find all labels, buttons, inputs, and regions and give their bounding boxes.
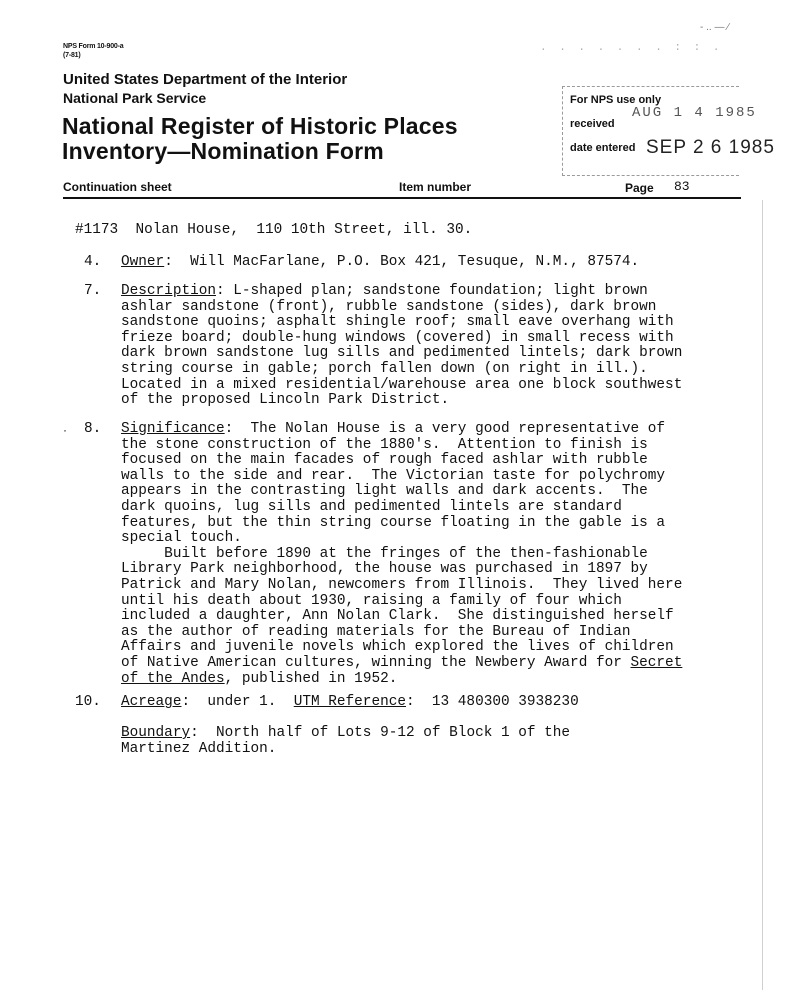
page-number: 83 [674, 179, 690, 194]
corner-mark: - .. — ∕ [700, 22, 729, 33]
faded-stamp: . . . . . . . : : . [540, 42, 723, 54]
boundary-second-line: Martinez Addition. [121, 740, 277, 757]
form-number-text: NPS Form 10-900-a [63, 43, 124, 50]
owner-label: Owner [121, 254, 165, 270]
significance-line: focused on the main facades of rough faced ashlar with rubble [121, 452, 648, 469]
significance-line: of Native American cultures, winning the Newbery Award for [121, 654, 631, 671]
significance-last-text: , published in 1952. [224, 670, 398, 687]
received-date-stamp: AUG 1 4 1985 [632, 105, 757, 121]
description-line: frieze board; double-hung windows (covered) in small recess with [121, 329, 674, 346]
date-entered-label: date entered [570, 142, 636, 154]
boundary-label: Boundary [121, 725, 191, 741]
acreage-line [121, 695, 579, 711]
boundary-block [121, 726, 570, 757]
significance-number: 8. [84, 421, 102, 437]
significance-block [121, 422, 682, 687]
significance-line: walls to the side and rear. The Victorian taste for polychromy [121, 467, 666, 484]
significance-line: Library Park neighborhood, the house was purchased in 1897 by [121, 561, 648, 578]
agency-name: National Park Service [63, 90, 207, 106]
description-first-text: : L-shaped plan; sandstone foundation; light brown [216, 283, 648, 299]
form-title-line2: Inventory—Nomination Form [62, 138, 384, 164]
description-line: sandstone quoins; asphalt shingle roof; small eave overhang with [121, 314, 674, 331]
significance-line: features, but the thin string course floating in the gable is a [121, 514, 666, 531]
significance-line: included a daughter, Ann Nolan Clark. She distinguished herself [121, 608, 674, 625]
significance-line: dark quoins, lug sills and pedimented lintels are standard [121, 498, 622, 515]
continuation-sheet-label: Continuation sheet [63, 180, 172, 194]
page-label: Page [625, 181, 654, 195]
acreage-text: : under 1. [181, 694, 294, 710]
nps-use-label: For NPS use only [570, 94, 662, 106]
description-line: ashlar sandstone (front), rubble sandstone (sides), dark brown [121, 298, 657, 315]
boundary-first-text: : North half of Lots 9-12 of Block 1 of the [190, 725, 571, 741]
description-line: Located in a mixed residential/warehouse area one block southwest [121, 376, 683, 393]
significance-line: until his death about 1930, raising a family of four which [121, 592, 622, 609]
form-title-line1: National Register of Historic Places [62, 113, 458, 139]
owner-line [121, 255, 639, 271]
description-block [121, 284, 682, 409]
scan-edge-line [762, 200, 763, 990]
department-name: United States Department of the Interior [63, 71, 348, 88]
owner-number: 4. [84, 254, 102, 270]
description-line: string course in gable; porch fallen down (on right in ill.). [121, 360, 648, 377]
significance-label: Significance [121, 421, 225, 437]
significance-line: Affairs and juvenile novels which explored the lives of children [121, 639, 674, 656]
date-entered-stamp: SEP 2 6 1985 [646, 137, 775, 158]
utm-label: UTM Reference [293, 694, 406, 710]
received-label: received [570, 118, 615, 130]
book-title-part2: of the Andes [121, 670, 225, 687]
acreage-label: Acreage [121, 694, 182, 710]
significance-first-text: : The Nolan House is a very good representative of [224, 421, 666, 437]
item-number-label: Item number [399, 180, 472, 194]
book-title-part1: Secret [630, 654, 683, 671]
significance-line: Patrick and Mary Nolan, newcomers from Illinois. They lived here [121, 576, 683, 593]
owner-text: : Will MacFarlane, P.O. Box 421, Tesuque, N.M., 87574. [164, 254, 640, 270]
description-label: Description [121, 283, 216, 299]
header-rule [63, 197, 741, 199]
entry-heading: #1173 Nolan House, 110 10th Street, ill. 30. [75, 222, 473, 238]
form-revision-text: (7-81) [63, 52, 81, 59]
description-line: dark brown sandstone lug sills and pedimented lintels; dark brown [121, 345, 683, 362]
description-number: 7. [84, 283, 102, 299]
acreage-number: 10. [75, 694, 101, 710]
significance-line: appears in the contrasting light walls and dark accents. The [121, 483, 648, 500]
utm-value: : 13 480300 3938230 [405, 694, 579, 710]
significance-line: special touch. [121, 530, 242, 547]
significance-line: the stone construction of the 1880's. Attention to finish is [121, 436, 648, 453]
significance-line: Built before 1890 at the fringes of the then-fashionable [121, 545, 648, 562]
description-line: of the proposed Lincoln Park District. [121, 392, 450, 409]
significance-line: as the author of reading materials for the Bureau of Indian [121, 623, 631, 640]
form-number [63, 42, 123, 60]
margin-dot: · [63, 423, 67, 437]
